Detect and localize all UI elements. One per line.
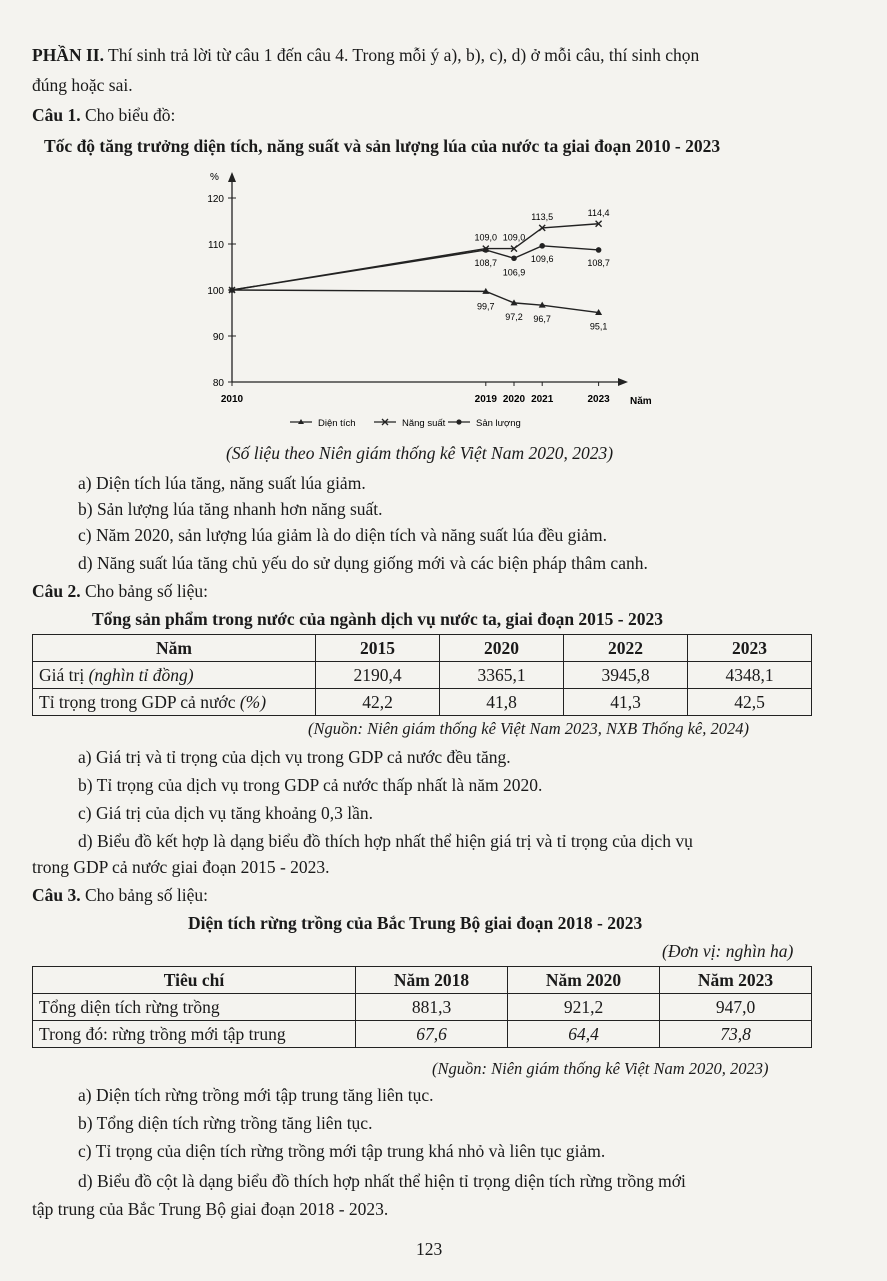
data-point (539, 243, 545, 249)
x-axis-arrow (618, 378, 628, 386)
data-label: 97,2 (505, 311, 523, 322)
q1-item-a: a) Diện tích lúa tăng, năng suất lúa giảm. (78, 473, 366, 493)
data-label: 108,7 (587, 257, 610, 268)
data-label: 106,9 (502, 267, 526, 278)
part-intro-line1 (32, 44, 699, 66)
part-intro-line2: đúng hoặc sai. (32, 75, 133, 95)
row-label-text: Giá trị (39, 664, 89, 685)
q2-header-cell: 2023 (688, 635, 812, 662)
x-tick-label: 2010 (220, 394, 244, 405)
data-point (229, 287, 235, 293)
data-label: 108,7 (474, 257, 498, 268)
q1-item-b: b) Sản lượng lúa tăng nhanh hơn năng suất. (78, 499, 383, 519)
q3-table-title: Diện tích rừng trồng của Bắc Trung Bộ giai đoạn 2018 - 2023 (188, 913, 643, 933)
y-axis-label: % (210, 172, 219, 183)
part-label: PHẦN II. (32, 45, 104, 65)
data-point (511, 255, 517, 261)
table-cell: 3365,1 (440, 662, 564, 689)
q1-chart-title: Tốc độ tăng trưởng diện tích, năng suất và sản lượng lúa của nước ta giai đoạn 2010 - 2023 (44, 136, 721, 156)
data-label: 109,0 (474, 232, 498, 243)
row-unit: (%) (239, 691, 267, 712)
q2-label: Câu 2. (32, 581, 81, 601)
part-intro-text: Thí sinh trả lời từ câu 1 đến câu 4. Trong mỗi ý a), b), c), d) ở mỗi câu, thí sinh chọn (103, 45, 700, 65)
table-cell: 4348,1 (688, 662, 812, 689)
table-cell: 881,3 (356, 994, 508, 1021)
table-cell: 64,4 (508, 1021, 660, 1048)
data-label: 95,1 (589, 321, 608, 332)
table-cell: 947,0 (660, 994, 812, 1021)
q2-item-d: d) Biểu đồ kết hợp là dạng biểu đồ thích hợp nhất thể hiện giá trị và tỉ trọng của dịch vụ (78, 831, 693, 851)
q3-item-c: c) Tỉ trọng của diện tích rừng trồng mới tập trung khá nhỏ và liên tục giảm. (78, 1141, 606, 1161)
data-label: 109,0 (502, 232, 526, 243)
table-cell: 2190,4 (316, 662, 440, 689)
table-cell: 73,8 (660, 1021, 812, 1048)
table-cell: 41,3 (564, 689, 688, 716)
q1-heading (32, 104, 175, 126)
y-tick-label: 110 (208, 240, 224, 251)
data-label: 113,5 (531, 211, 554, 222)
q2-row-label (33, 662, 316, 689)
row-label-text: Tỉ trọng trong GDP cả nước (39, 691, 240, 712)
q2-header-cell: 2022 (564, 635, 688, 662)
x-tick-label: 2023 (587, 394, 610, 405)
table-cell: 41,8 (440, 689, 564, 716)
data-label: 96,7 (533, 314, 551, 325)
q3-header-cell: Tiêu chí (33, 967, 356, 994)
y-tick-label: 80 (212, 378, 224, 389)
q3-header-cell: Năm 2023 (660, 967, 812, 994)
data-point (596, 247, 602, 253)
page-number: 123 (416, 1239, 443, 1259)
q3-item-d: d) Biểu đồ cột là dạng biểu đồ thích hợp nhất thể hiện tỉ trọng diện tích rừng trồng mới (78, 1171, 686, 1191)
table-cell: 42,5 (688, 689, 812, 716)
q3-heading (32, 884, 208, 906)
y-axis-arrow (228, 172, 236, 182)
legend-label: Sản lượng (476, 418, 521, 429)
q3-item-d-cont: tập trung của Bắc Trung Bộ giai đoạn 2018 - 2023. (32, 1199, 389, 1219)
q2-table-title: Tổng sản phẩm trong nước của ngành dịch vụ nước ta, giai đoạn 2015 - 2023 (92, 609, 664, 629)
y-tick-label: 120 (207, 194, 224, 205)
q2-item-c: c) Giá trị của dịch vụ tăng khoảng 0,3 lần. (78, 803, 373, 823)
table-row (33, 1021, 812, 1048)
table-row (33, 662, 812, 689)
table-row (33, 635, 812, 662)
q3-prompt: Cho bảng số liệu: (80, 885, 208, 905)
q2-header-cell: Năm (33, 635, 316, 662)
data-label: 114,4 (587, 207, 610, 218)
series-line-Sản lượng (232, 246, 599, 290)
q2-prompt: Cho bảng số liệu: (80, 581, 208, 601)
data-label: 109,6 (530, 253, 554, 264)
q2-row-label (33, 689, 316, 716)
q1-prompt: Cho biểu đồ: (80, 105, 176, 125)
data-label: 99,7 (477, 301, 495, 312)
x-tick-label: 2020 (502, 394, 526, 405)
x-tick-label: 2019 (474, 394, 497, 405)
x-tick-label: 2021 (531, 394, 554, 405)
q2-data-table (32, 634, 812, 716)
table-cell: 3945,8 (564, 662, 688, 689)
q3-header-cell: Năm 2018 (356, 967, 508, 994)
q3-item-b: b) Tổng diện tích rừng trồng tăng liên tục. (78, 1113, 373, 1133)
q1-item-d: d) Năng suất lúa tăng chủ yếu do sử dụng giống mới và các biện pháp thâm canh. (78, 553, 648, 573)
legend-marker (456, 419, 461, 424)
table-row (33, 994, 812, 1021)
q3-source: (Nguồn: Niên giám thống kê Việt Nam 2020, 2023) (432, 1059, 769, 1078)
legend-label: Diện tích (318, 418, 356, 429)
q2-header-cell: 2020 (440, 635, 564, 662)
q1-line-chart (190, 164, 670, 434)
q1-item-c: c) Năm 2020, sản lượng lúa giảm là do diện tích và năng suất lúa đều giảm. (78, 525, 608, 545)
q2-item-a: a) Giá trị và tỉ trọng của dịch vụ trong GDP cả nước đều tăng. (78, 747, 511, 767)
table-cell: 42,2 (316, 689, 440, 716)
q1-label: Câu 1. (32, 105, 81, 125)
table-row (33, 967, 812, 994)
x-axis-label: Năm (630, 396, 652, 407)
q3-header-cell: Năm 2020 (508, 967, 660, 994)
q2-item-d-cont: trong GDP cả nước giai đoạn 2015 - 2023. (32, 857, 330, 877)
q2-heading (32, 580, 208, 602)
legend-label: Năng suất (402, 418, 446, 429)
table-cell: 67,6 (356, 1021, 508, 1048)
y-tick-label: 100 (207, 286, 224, 297)
q3-label: Câu 3. (32, 885, 81, 905)
series-line-Diện tích (232, 290, 599, 313)
q3-item-a: a) Diện tích rừng trồng mới tập trung tăng liên tục. (78, 1085, 434, 1105)
q2-source: (Nguồn: Niên giám thống kê Việt Nam 2023, NXB Thống kê, 2024) (308, 719, 750, 738)
q3-row-label: Trong đó: rừng trồng mới tập trung (33, 1021, 356, 1048)
table-row (33, 689, 812, 716)
q2-header-cell: 2015 (316, 635, 440, 662)
table-cell: 921,2 (508, 994, 660, 1021)
q2-item-b: b) Tỉ trọng của dịch vụ trong GDP cả nước thấp nhất là năm 2020. (78, 775, 543, 795)
row-unit: (nghìn tỉ đồng) (88, 664, 194, 685)
q3-unit-note: (Đơn vị: nghìn ha) (662, 941, 794, 961)
q3-row-label: Tổng diện tích rừng trồng (33, 994, 356, 1021)
q3-data-table (32, 966, 812, 1048)
y-tick-label: 90 (212, 332, 224, 343)
data-point (483, 247, 489, 253)
q1-source: (Số liệu theo Niên giám thống kê Việt Nam 2020, 2023) (226, 443, 614, 463)
